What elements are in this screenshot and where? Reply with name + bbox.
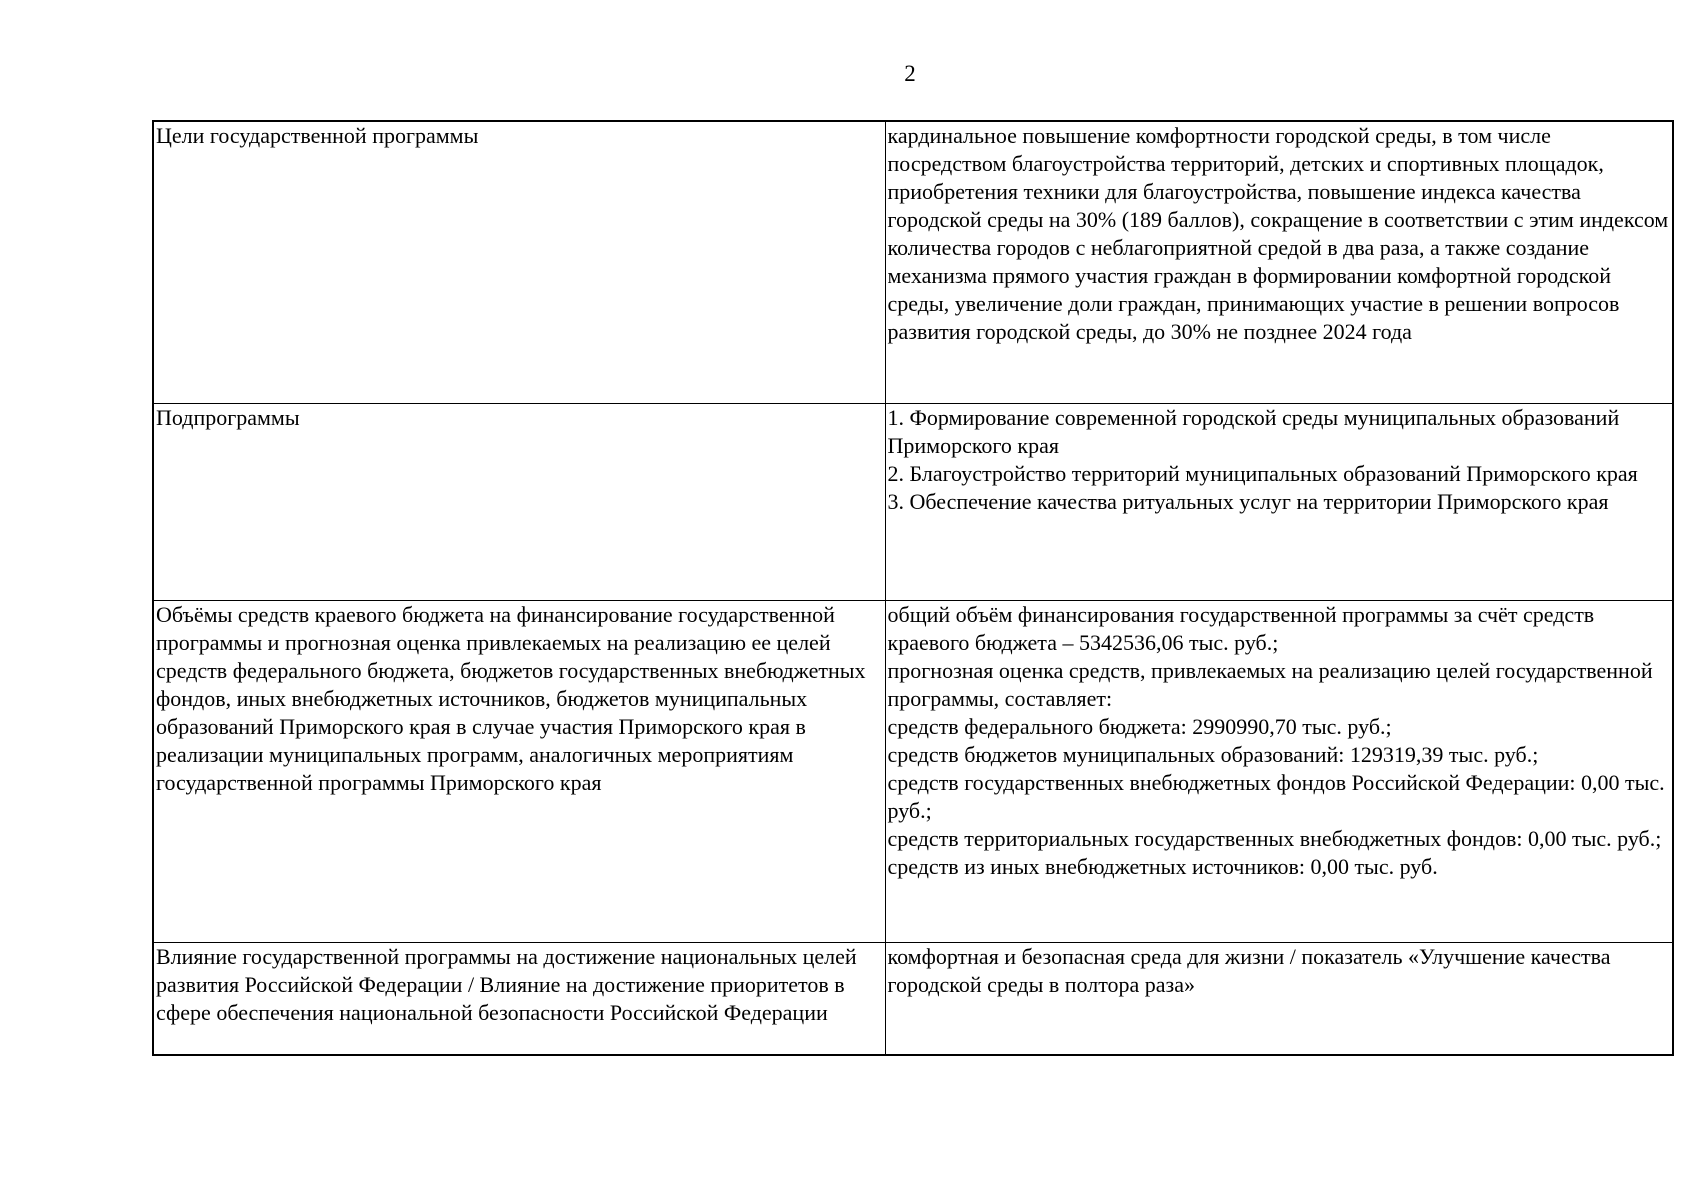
row-value-cell (885, 403, 1673, 600)
subprograms-label: Подпрограммы (156, 404, 300, 430)
table-row-national-goals (153, 942, 1673, 1055)
subprograms-value: 1. Формирование современной городской среды муниципальных образований Приморского края 2. Благоустройство территорий муниципальных образований Приморского края 3. Обеспечение качества ритуальных услуг на территории Приморского края (887, 404, 1638, 514)
program-passport-table (152, 120, 1674, 1056)
row-label-cell (153, 600, 885, 942)
national-goals-value: комфортная и безопасная среда для жизни / показатель «Улучшение качества городской среды в полтора раза» (887, 943, 1611, 997)
national-goals-label: Влияние государственной программы на достижение национальных целей развития Российской Федерации / Влияние на достижение приоритетов в сфере обеспечения национальной безопасности Российской Федерации (156, 943, 857, 1025)
table-row-subprograms (153, 403, 1673, 600)
row-value-cell (885, 600, 1673, 942)
funding-value: общий объём финансирования государственной программы за счёт средств краевого бюджета – 5342536,06 тыс. руб.; прогнозная оценка средств, привлекаемых на реализацию целей государственной программы, составляет: средств федерального бюджета: 2990990,70 тыс. руб.; средств бюджетов муниципальных образований: 129319,39 тыс. руб.; средств государственных внебюджетных фондов Российской Федерации: 0,00 тыс. руб.; средств территориальных государственных внебюджетных фондов: 0,00 тыс. руб.; средств из иных внебюджетных источников: 0,00 тыс. руб. (887, 601, 1665, 879)
table-row-goals (153, 121, 1673, 403)
row-value-cell (885, 121, 1673, 403)
row-label-cell (153, 942, 885, 1055)
table-row-funding (153, 600, 1673, 942)
goals-value: кардинальное повышение комфортности городской среды, в том числе посредством благоустройства территорий, детских и спортивных площадок, приобретения техники для благоустройства, повышение индекса качества городской среды на 30% (189 баллов), сокращение в соответствии с этим индексом количества городов с неблагоприятной средой в два раза, а также создание механизма прямого участия граждан в формировании комфортной городской среды, увеличение доли граждан, принимающих участие в решении вопросов развития городской среды, до 30% не позднее 2024 года (887, 123, 1669, 344)
row-value-cell (885, 942, 1673, 1055)
row-label-cell (153, 403, 885, 600)
row-label-cell (153, 121, 885, 403)
funding-label: Объёмы средств краевого бюджета на финансирование государственной программы и прогнозная оценка привлекаемых на реализацию ее целей средств федерального бюджета, бюджетов государственных внебюджетных фондов, иных внебюджетных источников, бюджетов муниципальных образований Приморского края в случае участия Приморского края в реализации муниципальных программ, аналогичных мероприятиям государственной программы Приморского края (156, 601, 866, 795)
goals-label: Цели государственной программы (156, 123, 479, 148)
page-number: 2 (904, 61, 916, 86)
